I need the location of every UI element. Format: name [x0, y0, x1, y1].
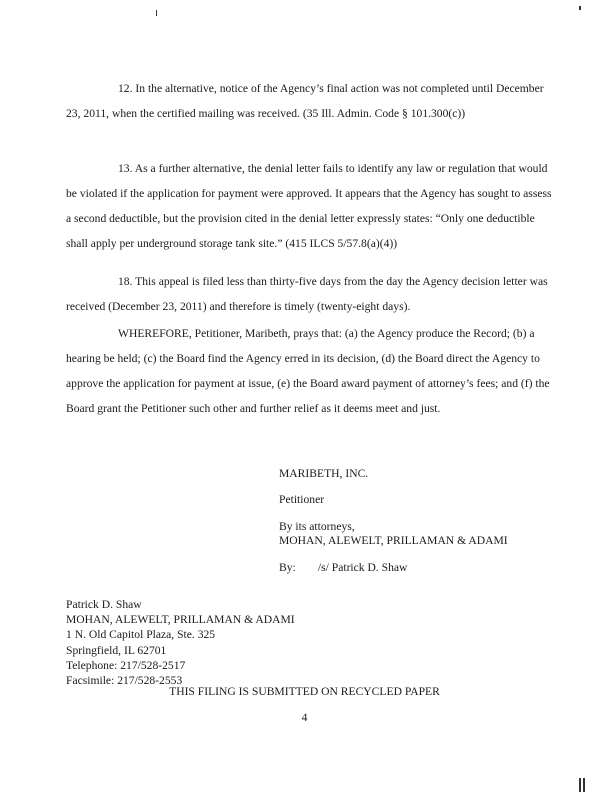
scan-speck: [156, 10, 157, 16]
page-number: 4: [301, 711, 308, 724]
paragraph-18: 18. This appeal is filed less than thirty-five days from the day the Agency decision letter was received (December 23, 2011) and therefore is timely (twenty-eight days).: [66, 275, 548, 313]
by-attorneys-line: By its attorneys,: [279, 520, 355, 533]
address-telephone: Telephone: 217/528-2517: [66, 658, 186, 672]
address-street: 1 N. Old Capitol Plaza, Ste. 325: [66, 628, 216, 642]
attorney-address-block: [66, 597, 295, 688]
scan-speck: [579, 778, 581, 792]
address-facsimile: Facsimile: 217/528-2553: [66, 674, 183, 688]
scan-speck: [579, 6, 581, 10]
attorney-firm: MOHAN, ALEWELT, PRILLAMAN & ADAMI: [279, 534, 508, 547]
paragraph-12: 12. In the alternative, notice of the Agency’s final action was not completed until December 23, 2011, when the certified mailing was received. (35 Ill. Admin. Code § 101.300(c)): [66, 82, 544, 120]
petitioner-name: MARIBETH, INC.: [279, 467, 369, 480]
by-label: By:: [279, 561, 296, 574]
paragraph-13: 13. As a further alternative, the denial letter fails to identify any law or regulation that would be violated if the application for payment were approved. It appears that the Agency has sought to assess a second deductible, but the provision cited in the denial letter expressly states: “Only one deductible shall apply per underground storage tank site.” (415 ILCS 5/57.8(a)(4)): [66, 162, 552, 250]
signature-line: [279, 560, 407, 575]
electronic-signature: /s/ Patrick D. Shaw: [317, 561, 408, 574]
petitioner-role: Petitioner: [279, 493, 325, 506]
scan-speck: [583, 778, 585, 792]
address-firm: MOHAN, ALEWELT, PRILLAMAN & ADAMI: [66, 613, 295, 627]
recycled-paper-notice: THIS FILING IS SUBMITTED ON RECYCLED PAPER: [169, 685, 440, 698]
wherefore-paragraph: WHEREFORE, Petitioner, Maribeth, prays that: (a) the Agency produce the Record; (b) a hearing be held; (c) the Board find the Agency erred in its decision, (d) the Board direct the Agency to approve the application for payment at issue, (e) the Board award payment of attorney’s fees; and (f) the Board grant the Petitioner such other and further relief as it deems meet and just.: [66, 327, 550, 415]
attorney-name: Patrick D. Shaw: [66, 598, 142, 611]
address-city: Springfield, IL 62701: [66, 643, 167, 657]
